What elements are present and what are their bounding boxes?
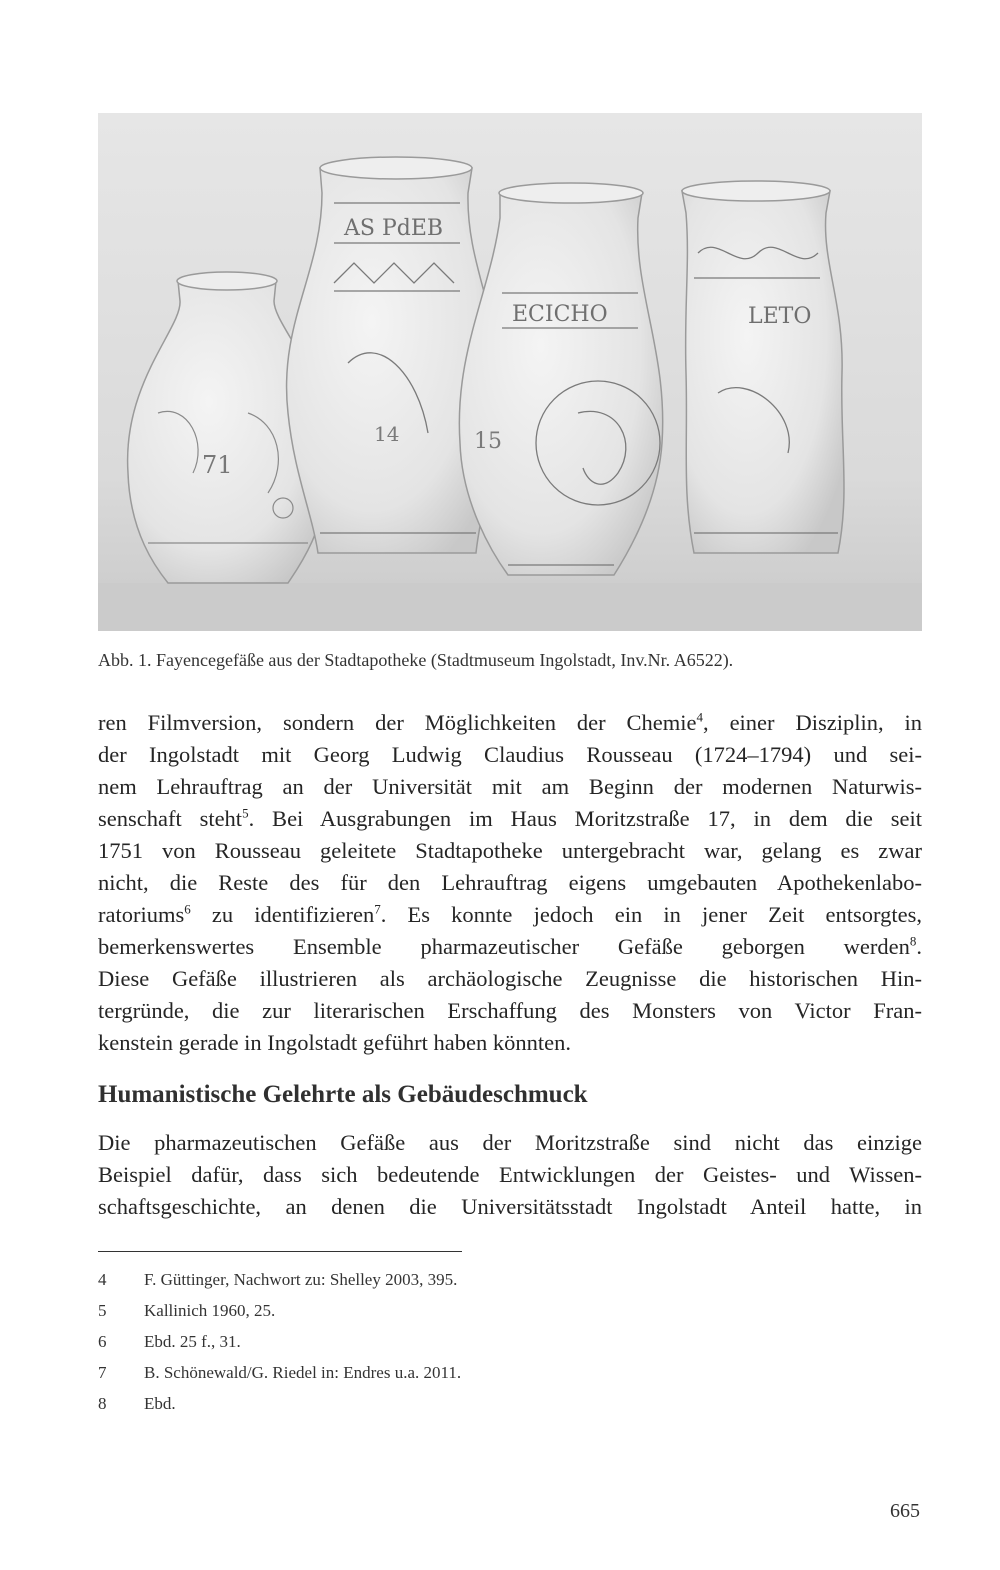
svg-text:15: 15 [474,429,502,454]
footnote-ref[interactable]: 6 [184,901,191,917]
figure-caption: Abb. 1. Fayencegefäße aus der Stadtapotheke (Stadtmuseum Ingolstadt, Inv.Nr. A6522). [98,650,734,670]
footnote-text: F. Güttinger, Nachwort zu: Shelley 2003, 395. [144,1270,458,1289]
paragraph-line: ren Filmversion, sondern der Möglichkeiten der Chemie$^4$, einer Disziplin, in [98,709,923,735]
vessel-4 [682,181,844,553]
paragraph-line: nicht, die Reste des für den Lehrauftrag eigens umgebauten Apothekenlabo- [98,870,922,895]
figure-photo [98,113,922,631]
footnote [98,1264,922,1295]
svg-text:ECICHO: ECICHO [512,302,608,327]
footnote-text: Ebd. [144,1394,176,1413]
paragraph-line: 1751 von Rousseau geleitete Stadtapotheke untergebracht war, gelang es zwar [98,838,922,863]
paragraph-2 [98,1127,922,1223]
footnote [98,1326,922,1357]
footnote [98,1295,922,1326]
paragraph-line: ratoriums$^6$ zu identifizieren$^7$. Es konnte jedoch ein in jener Zeit entsorgtes, [98,901,922,927]
footnote-ref[interactable]: 7 [374,901,381,917]
footnote-number: 7 [98,1363,107,1382]
paragraph-line: nem Lehrauftrag an der Universität mit am Beginn der modernen Naturwis- [98,774,922,799]
footnotes [98,1264,922,1419]
paragraph-line: der Ingolstadt mit Georg Ludwig Claudius Rousseau (1724–1794) und sei- [98,742,922,767]
footnote-number: 4 [98,1270,107,1289]
paragraph-line: schaftsgeschichte, an denen die Universitätsstadt Ingolstadt Anteil hatte, in [98,1194,922,1219]
page-number: 665 [890,1500,920,1522]
footnote-ref[interactable]: 4 [696,709,704,725]
section-heading: Humanistische Gelehrte als Gebäudeschmuck [98,1081,588,1108]
footnote-text: Kallinich 1960, 25. [144,1301,276,1320]
paragraph-1 [98,707,922,1059]
paragraph-line: Beispiel dafür, dass sich bedeutende Entwicklungen der Geistes- und Wissen- [98,1162,922,1187]
paragraph-line: Die pharmazeutischen Gefäße aus der Moritzstraße sind nicht das einzige [98,1130,922,1155]
svg-text:AS PdEB: AS PdEB [344,216,444,241]
footnote-number: 5 [98,1301,107,1320]
footnote-ref[interactable]: 8 [909,933,917,949]
svg-text:71: 71 [202,451,233,479]
paragraph-line: tergründe, die zur literarischen Erschaffung des Monsters von Victor Fran- [98,998,922,1023]
footnote-number: 8 [98,1394,107,1413]
footnote [98,1388,922,1419]
paragraph-line: senschaft steht$^5$. Bei Ausgrabungen im Haus Moritzstraße 17, in dem die seit [98,805,923,831]
footnote [98,1357,922,1388]
footnote-divider [98,1251,462,1252]
footnote-text: Ebd. 25 f., 31. [144,1332,241,1351]
footnote-number: 6 [98,1332,107,1351]
paragraph-line: Diese Gefäße illustrieren als archäologische Zeugnisse die historischen Hin- [98,966,922,991]
svg-text:14: 14 [374,422,400,446]
footnote-ref[interactable]: 5 [242,805,249,821]
paragraph-line: kenstein gerade in Ingolstadt geführt haben könnten. [98,1030,571,1055]
svg-text:LETO: LETO [748,304,812,329]
paragraph-line: bemerkenswertes Ensemble pharmazeutischer Gefäße geborgen werden$^8$. [98,933,922,959]
footnote-text: B. Schönewald/G. Riedel in: Endres u.a. 2011. [144,1363,462,1382]
